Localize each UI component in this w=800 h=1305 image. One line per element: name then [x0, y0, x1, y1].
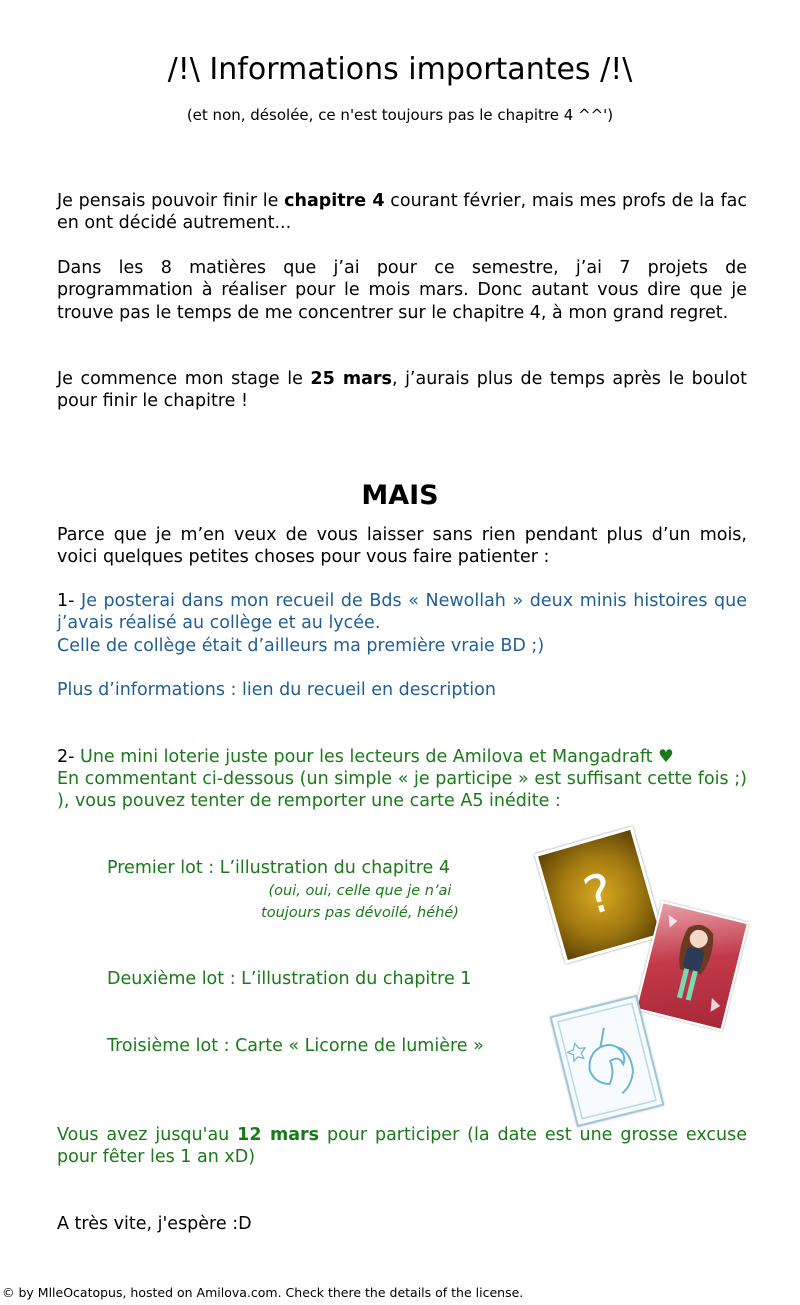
deadline-paragraph: Vous avez jusqu'au 12 mars pour participer (la date est une grosse excuse pour fêter les 1 an xD): [57, 1125, 747, 1168]
item-2: [57, 746, 747, 768]
lot-1: Premier lot : L’illustration du chapitre 4: [107, 858, 450, 878]
page-title: /!\ Informations importantes /!\: [167, 52, 633, 87]
mais-paragraph: Parce que je m’en veux de vous laisser sans rien pendant plus d’un mois, voici quelques petites choses pour vous faire patienter :: [57, 525, 747, 568]
item-1-number: 1-: [57, 591, 82, 611]
closing-text: A très vite, j'espère :D: [57, 1214, 252, 1234]
mais-heading: MAIS: [361, 480, 439, 511]
intro-paragraph-3: Je commence mon stage le 25 mars, j’aurais plus de temps après le boulot pour finir le chapitre !: [57, 369, 747, 412]
item-1-line-2: Celle de collège était d’ailleurs ma première vraie BD ;): [57, 636, 545, 656]
unicorn-icon: [552, 997, 662, 1125]
page-subtitle: (et non, désolée, ce n'est toujours pas le chapitre 4 ^^'): [186, 106, 614, 124]
item-1-more-info: Plus d’informations : lien du recueil en description: [57, 680, 496, 700]
question-mark-icon: ?: [577, 862, 621, 928]
lot-1-note-line-2: toujours pas dévoilé, héhé): [261, 905, 459, 921]
item-1: [57, 590, 747, 635]
item-2-text: Une mini loterie juste pour les lecteurs de Amilova et Mangadraft ♥: [80, 747, 674, 767]
lot-1-note-line-1: (oui, oui, celle que je n’ai: [268, 883, 452, 899]
intro-paragraph-2: Dans les 8 matières que j’ai pour ce semestre, j’ai 7 projets de programmation à réaliser pour le mois mars. Donc autant vous dire que je trouve pas le temps de me concentrer sur le chapitre 4, à mon grand regret.: [57, 258, 747, 323]
mystery-card-image: [534, 826, 663, 964]
intro-paragraph-1: Je pensais pouvoir finir le chapitre 4 courant février, mais mes profs de la fac en ont décidé autrement...: [57, 191, 747, 234]
lot-2: Deuxième lot : L’illustration du chapitre 1: [107, 969, 472, 989]
item-2-line-2: En commentant ci-dessous (un simple « je participe » est suffisant cette fois ;) ), vous pouvez tenter de remporter une carte A5 inédite :: [57, 769, 747, 812]
lot-3: Troisième lot : Carte « Licorne de lumière »: [107, 1036, 484, 1056]
item-1-text: Je posterai dans mon recueil de Bds « Newollah » deux minis histoires que j’avais réalisé au collège et au lycée.: [57, 591, 748, 634]
item-2-number: 2-: [57, 747, 81, 767]
license-footer: © by MlleOcatopus, hosted on Amilova.com. Check there the details of the license.: [2, 1285, 524, 1300]
unicorn-card-image: [550, 995, 665, 1127]
